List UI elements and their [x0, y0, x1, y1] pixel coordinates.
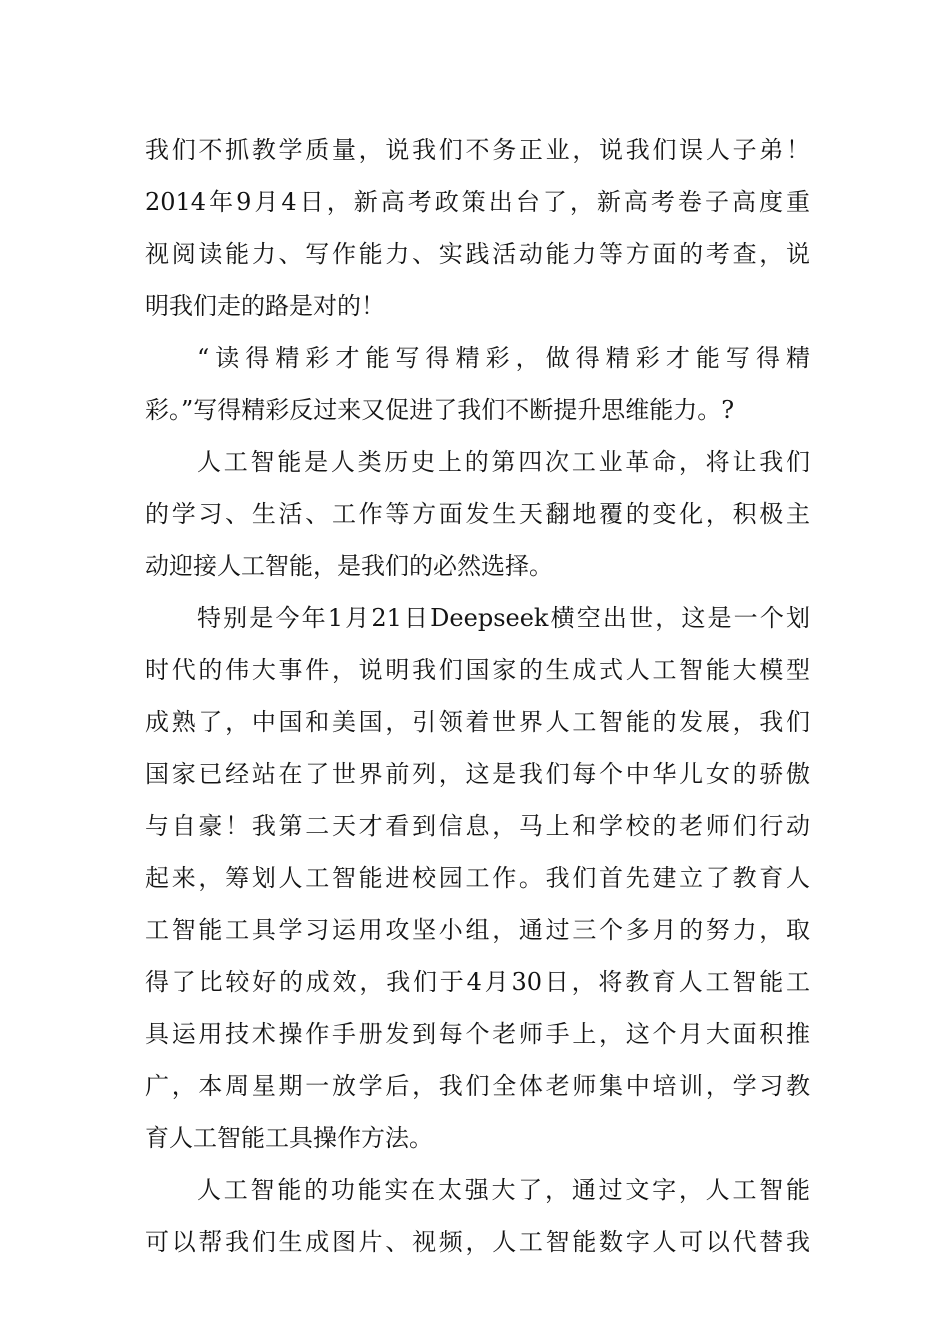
text-line: 得了比较好的成效，我们于4月30日，将教育人工智能工	[145, 968, 810, 996]
text-line: 人工智能的功能实在太强大了，通过文字，人工智能	[197, 1176, 810, 1204]
text-line: “读得精彩才能写得精彩，做得精彩才能写得精	[197, 344, 810, 372]
text-line: 育人工智能工具操作方法。	[145, 1124, 433, 1152]
text-line: 我们不抓教学质量，说我们不务正业，说我们误人子弟！	[145, 136, 810, 164]
text-line: 视阅读能力、写作能力、实践活动能力等方面的考查，说	[145, 240, 810, 268]
text-line: 明我们走的路是对的！	[145, 292, 385, 320]
text-line: 的学习、生活、工作等方面发生天翻地覆的变化，积极主	[145, 500, 810, 528]
text-line: 动迎接人工智能，是我们的必然选择。	[145, 552, 553, 580]
text-line: 可以帮我们生成图片、视频，人工智能数字人可以代替我	[145, 1228, 810, 1256]
text-line: 起来，筹划人工智能进校园工作。我们首先建立了教育人	[145, 864, 810, 892]
text-line: 成熟了，中国和美国，引领着世界人工智能的发展，我们	[145, 708, 810, 736]
text-line: 2014年9月4日，新高考政策出台了，新高考卷子高度重	[145, 188, 810, 216]
body-text	[145, 124, 810, 1268]
text-line: 工智能工具学习运用攻坚小组，通过三个多月的努力，取	[145, 916, 810, 944]
text-line: 彩。”写得精彩反过来又促进了我们不断提升思维能力。?	[145, 396, 735, 424]
text-line: 广，本周星期一放学后，我们全体老师集中培训，学习教	[145, 1072, 810, 1100]
text-line: 时代的伟大事件，说明我们国家的生成式人工智能大模型	[145, 656, 810, 684]
text-line: 人工智能是人类历史上的第四次工业革命，将让我们	[197, 448, 810, 476]
text-line: 国家已经站在了世界前列，这是我们每个中华儿女的骄傲	[145, 760, 810, 788]
text-line: 与自豪！我第二天才看到信息，马上和学校的老师们行动	[145, 812, 810, 840]
text-line: 特别是今年1月21日Deepseek横空出世，这是一个划	[197, 604, 810, 632]
text-line: 具运用技术操作手册发到每个老师手上，这个月大面积推	[145, 1020, 810, 1048]
